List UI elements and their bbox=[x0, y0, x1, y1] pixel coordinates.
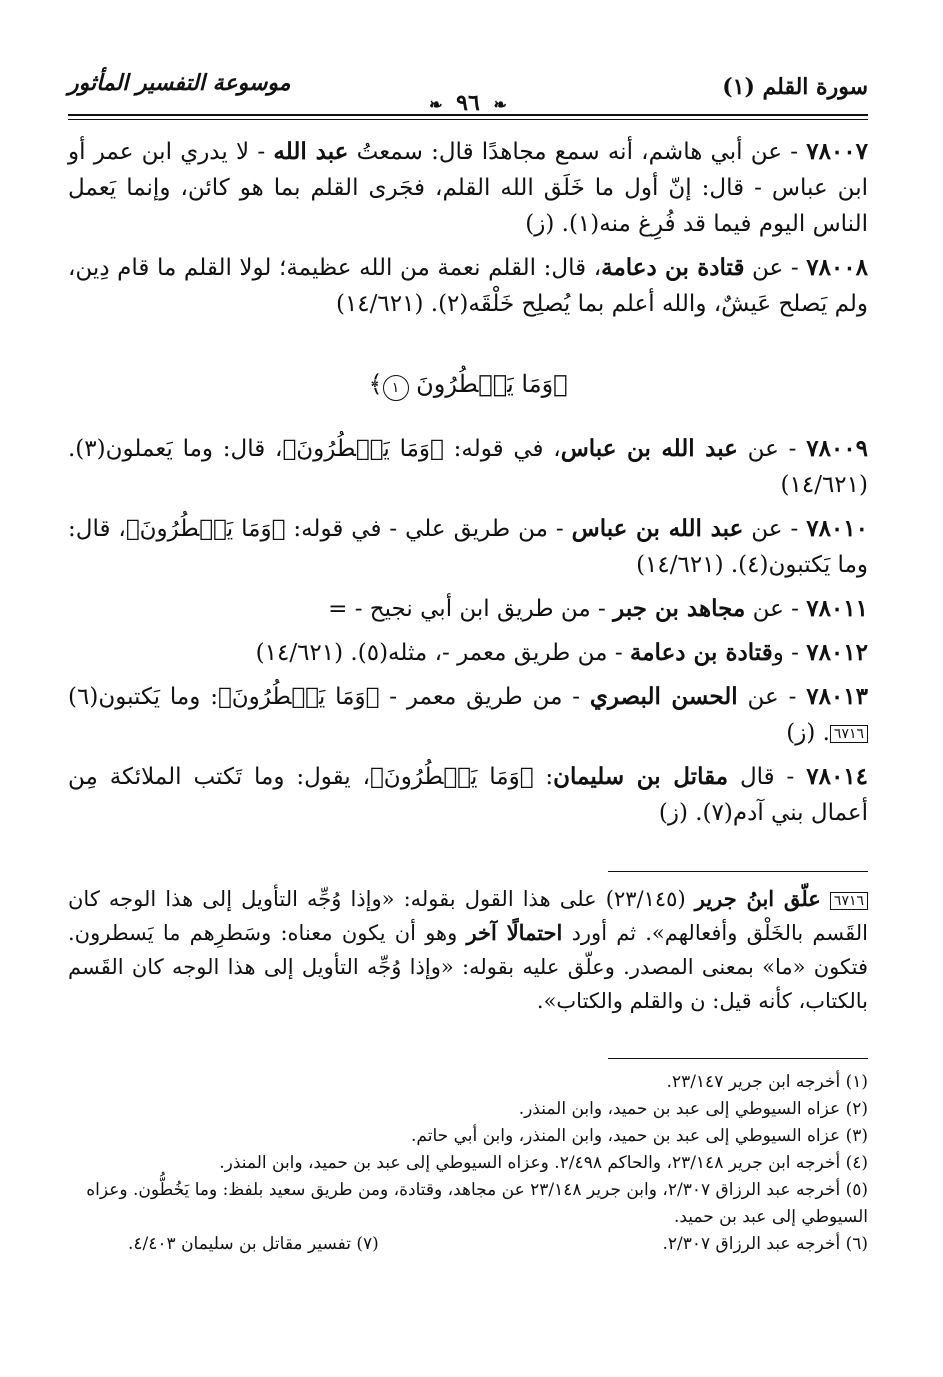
footnote-2: (٢) عزاه السيوطي إلى عبد بن حميد، وابن المنذر. bbox=[518, 1099, 868, 1119]
narration-text: - لا يدري ابن عمر أو ابن عباس - قال: إنّ أول ما خَلَق الله القلم، فجَرى القلم بما هو كائن، وإنما يَعمل الناس اليوم فيما قد فُرِغ منه(١). (ز) bbox=[68, 139, 868, 237]
note-text: (٢٣/١٤٥) على هذا القول بقوله: «وإذا وُجِّه التأويل إلى هذا الوجه كان القَسم بالخَلْق وأفعالهم». ثم أورد bbox=[68, 887, 868, 945]
narration-text: - قال bbox=[728, 764, 807, 790]
ayah-number-badge: ١ bbox=[383, 375, 409, 401]
narration-78008 bbox=[68, 250, 868, 322]
narration-text: - عن bbox=[744, 255, 807, 281]
ornament-icon: ❧ bbox=[429, 95, 443, 114]
note-text bbox=[821, 887, 830, 911]
narration-78013 bbox=[68, 679, 868, 751]
note-lead: علّق ابنُ جرير bbox=[694, 886, 821, 911]
narration-number: ٧٨٠٠٨ bbox=[806, 254, 868, 281]
narration-78009 bbox=[68, 431, 868, 503]
narration-text: - و bbox=[772, 640, 807, 666]
footnote-6: (٦) أخرجه عبد الرزاق ٢/٣٠٧. bbox=[662, 1234, 868, 1254]
narrator-name: قتادة بن دعامة bbox=[629, 639, 773, 666]
surah-title: سورة القلم (١) bbox=[722, 74, 868, 100]
narrator-name: قتادة بن دعامة bbox=[601, 254, 745, 281]
narration-text: - من طريق ابن أبي نجيح - = bbox=[328, 596, 614, 622]
cross-reference-box[interactable]: ٦٧١٦ bbox=[830, 725, 868, 743]
narration-number: ٧٨٠٠٩ bbox=[806, 435, 868, 462]
ornament-icon: ❧ bbox=[493, 95, 507, 114]
narration-number: ٧٨٠١٤ bbox=[806, 763, 869, 790]
footnote-1: (١) أخرجه ابن جرير ٢٣/١٤٧. bbox=[666, 1072, 868, 1092]
narration-78014 bbox=[68, 759, 868, 831]
narration-text: ، في قوله: ﴿وَمَا يَسۡطُرُونَ﴾، قال: وما يَعملون(٣). (١٤/٦٢١) bbox=[68, 436, 868, 498]
narration-78010 bbox=[68, 511, 868, 583]
narration-78011 bbox=[68, 591, 868, 627]
footnote-row-last bbox=[68, 1231, 868, 1258]
narration-text: - من طريق معمر - ﴿وَمَا يَسۡطُرُونَ﴾: وما يَكتبون(٦) bbox=[68, 684, 590, 710]
narration-78012 bbox=[68, 635, 868, 671]
quran-verse-heading bbox=[68, 370, 868, 401]
narrator-name: عبد الله بن عباس bbox=[560, 435, 738, 462]
footnote-5: (٥) أخرجه عبد الرزاق ٢/٣٠٧، وابن جرير ٢٣/١٤٨ عن مجاهد، وقتادة، ومن طريق سعيد بلفظ: وما يَخُطُّون. وعزاه السيوطي إلى عبد بن حميد. bbox=[86, 1180, 868, 1227]
narration-text: - عن bbox=[737, 684, 807, 710]
page bbox=[68, 60, 868, 1258]
narration-text: - عن أبي هاشم، أنه سمع مجاهدًا قال: سمعتُ bbox=[348, 139, 807, 165]
narrator-name: الحسن البصري bbox=[589, 683, 738, 710]
running-header bbox=[68, 60, 868, 116]
narration-text: - عن bbox=[737, 436, 807, 462]
note-text: وهو أن يكون معناه: وسَطرِهم ما يَسطرون. فتكون «ما» بمعنى المصدر. وعلّق عليه بقوله: «وإذا وُجِّه التأويل إلى هذا الوجه كان القَسم بالكتاب، كأنه قيل: ن والقلم والكتاب». bbox=[68, 921, 868, 1013]
page-number-wrap bbox=[68, 90, 868, 116]
note-reference-box: ٦٧١٦ bbox=[830, 892, 868, 910]
narration-text: - من طريق معمر -، مثله(٥). (١٤/٦٢١) bbox=[255, 640, 630, 666]
book-title: موسوعة التفسير المأثور bbox=[68, 70, 291, 96]
narration-number: ٧٨٠١٣ bbox=[806, 683, 868, 710]
narrator-name: مقاتل بن سليمان bbox=[553, 763, 729, 790]
verse-close: ﴾ bbox=[368, 370, 383, 398]
note-emphasis: احتمالًا آخر bbox=[466, 920, 563, 945]
narration-number: ٧٨٠١١ bbox=[806, 595, 868, 622]
commentary-note bbox=[68, 882, 868, 1018]
page-number: ٩٦ bbox=[456, 90, 480, 116]
narration-number: ٧٨٠١٢ bbox=[806, 639, 868, 666]
narration-number: ٧٨٠١٠ bbox=[806, 515, 868, 542]
narration-text: : ﴿وَمَا يَسۡطُرُونَ﴾، يقول: وما تَكتب الملائكة مِن أعمال بني آدم(٧). (ز) bbox=[68, 764, 868, 826]
narrator-name: عبد الله bbox=[273, 138, 349, 165]
narration-78007 bbox=[68, 134, 868, 242]
narration-text: ، قال: القلم نعمة من الله عظيمة؛ لولا القلم ما قام دِين، ولم يَصلح عَيشٌ، والله أعلم بما يُصلِح خَلْقَه(٢). (١٤/٦٢١) bbox=[68, 255, 868, 317]
narration-text: . (ز) bbox=[786, 720, 830, 746]
footnote-7: (٧) تفسير مقاتل بن سليمان ٤/٤٠٣. bbox=[128, 1234, 379, 1254]
note-divider bbox=[608, 871, 868, 872]
narration-text: - من طريق علي - في قوله: ﴿وَمَا يَسۡطُرُونَ﴾، قال: وما يَكتبون(٤). (١٤/٦٢١) bbox=[68, 516, 868, 578]
narration-number: ٧٨٠٠٧ bbox=[806, 138, 868, 165]
verse-text: ﴿وَمَا يَسۡطُرُونَ bbox=[416, 370, 568, 398]
narration-text: - عن bbox=[743, 516, 807, 542]
footnote-divider bbox=[608, 1058, 868, 1059]
footnote-4: (٤) أخرجه ابن جرير ٢٣/١٤٨، والحاكم ٢/٤٩٨. وعزاه السيوطي إلى عبد بن حميد، وابن المنذر. bbox=[219, 1153, 868, 1173]
narrator-name: مجاهد بن جبر bbox=[613, 595, 746, 622]
narration-text: - عن bbox=[745, 596, 807, 622]
footnotes bbox=[68, 1069, 868, 1258]
narrator-name: عبد الله بن عباس bbox=[571, 515, 744, 542]
footnote-3: (٣) عزاه السيوطي إلى عبد بن حميد، وابن المنذر، وابن أبي حاتم. bbox=[411, 1126, 868, 1146]
